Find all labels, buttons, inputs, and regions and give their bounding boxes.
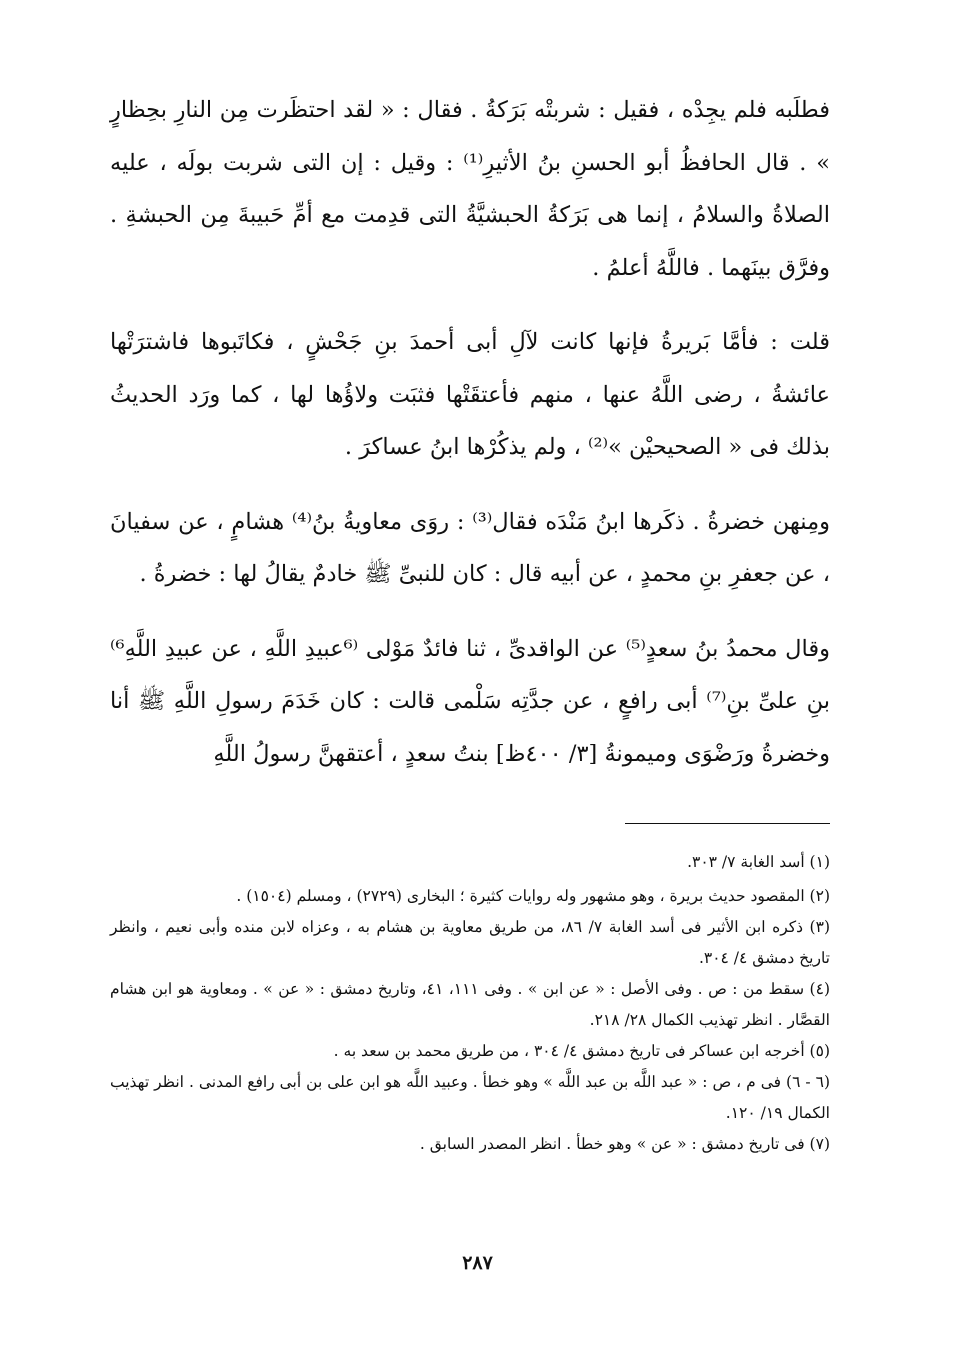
footnote-3: (٣) ذكره ابن الأثير فى أسد الغابة ٧/ ٨٦، من طريق معاوية بن هشام به ، وعزاه لابن منده وأبى نعيم ، وانظر تاريخ دمشق ٤/ ٣٠٤. xyxy=(110,918,830,967)
footnote-7: (٧) فى تاريخ دمشق : « عن » وهو خطأ . انظر المصدر السابق . xyxy=(419,1135,830,1153)
footnote-1: (١) أسد الغابة ٧/ ٣٠٣. xyxy=(687,853,830,871)
footnote-separator xyxy=(625,823,830,824)
page-number: ٢٨٧ xyxy=(462,1252,493,1274)
paragraph-4: وقال محمدُ بنُ سعدٍ⁽⁵⁾ عن الواقدىِّ ، ثنا فائدٌ مَوْلى ⁽⁶عبيدِ اللَّهِ ، عن عبيدِ اللَّهِ⁶⁾ بنِ علىِّ بنِ⁽⁷⁾ أبى رافعٍ ، عن جدَّتِه سَلْمى قالت : كان خَدَمَ رسولِ اللَّهِ ﷺ أنا وخضرةُ ورَضْوَى وميمونةُ [٣/ ٤٠٠ظ] بنتُ سعدٍ ، أعتقهنَّ رسولُ اللَّهِ xyxy=(110,635,831,767)
footnote-5: (٥) أخرجه ابن عساكر فى تاريخ دمشق ٤/ ٣٠٤ ، من طريق محمد بن سعد به . xyxy=(333,1042,830,1060)
footnote-2: (٢) المقصود حديث بريرة ، وهو مشهور وله روايات كثيرة ؛ البخارى (٢٧٢٩) ، ومسلم (١٥٠٤) . xyxy=(236,887,830,905)
footnotes xyxy=(110,847,830,1160)
footnote-4: (٤) سقط من : ص . وفى الأصل : « عن ابن » . وفى ١١١، ٤١، وتاريخ دمشق : « عن » . ومعاوية هو ابن هشام القصَّار . انظر تهذيب الكمال ٢٨/ ٢١٨. xyxy=(110,980,830,1029)
paragraph-3: ومِنهن خضرةُ . ذكَرها ابنُ مَنْدَه فقال⁽³⁾ : روَى معاويةُ بنُ⁽⁴⁾ هشامٍ ، عن سفيانَ ، عن جعفرِ بنِ محمدٍ ، عن أبيه قال : كان للنبىِّ ﷺ خادمٌ يقالُ لها : خضرةُ . xyxy=(110,508,830,587)
paragraph-1: فطلَبه فلم يجِدْه ، فقيل : شربتْه بَرَكةُ . فقال : « لقد احتظَرت مِن النارِ بحِظارٍ » . قال الحافظُ أبو الحسنِ بنُ الأثيرِ⁽¹⁾ : وقيل : إن التى شربت بولَه ، عليه الصلاةُ والسلامُ ، إنما هى بَرَكةُ الحبشيَّةُ التى قدِمت مع أمِّ حَبيبةَ مِن الحبشةِ . وفرَّق بينَهما . فاللَّهُ أعلمُ . xyxy=(110,97,830,281)
paragraph-2: قلت : فأمَّا بَريرةُ فإنها كانت لآلِ أبى أحمدَ بنِ جَحْشٍ ، فكاتَبوها فاشترَتْها عائشةُ ، رضى اللَّهُ عنها ، منهم فأعتقَتْها فثبَت ولاؤُها لها ، كما ورَد الحديثُ بذلك فى « الصحيحيْن »⁽²⁾ ، ولم يذكُرْها ابنُ عساكرَ . xyxy=(110,329,830,460)
footnote-6: (٦ - ٦) فى م ، ص : « عبد اللَّه بن عبد اللَّه » وهو خطأ . وعبيد اللَّه هو ابن على بن أبى رافع المدنى . انظر تهذيب الكمال ١٩/ ١٢٠. xyxy=(110,1073,830,1122)
main-text xyxy=(110,84,830,780)
